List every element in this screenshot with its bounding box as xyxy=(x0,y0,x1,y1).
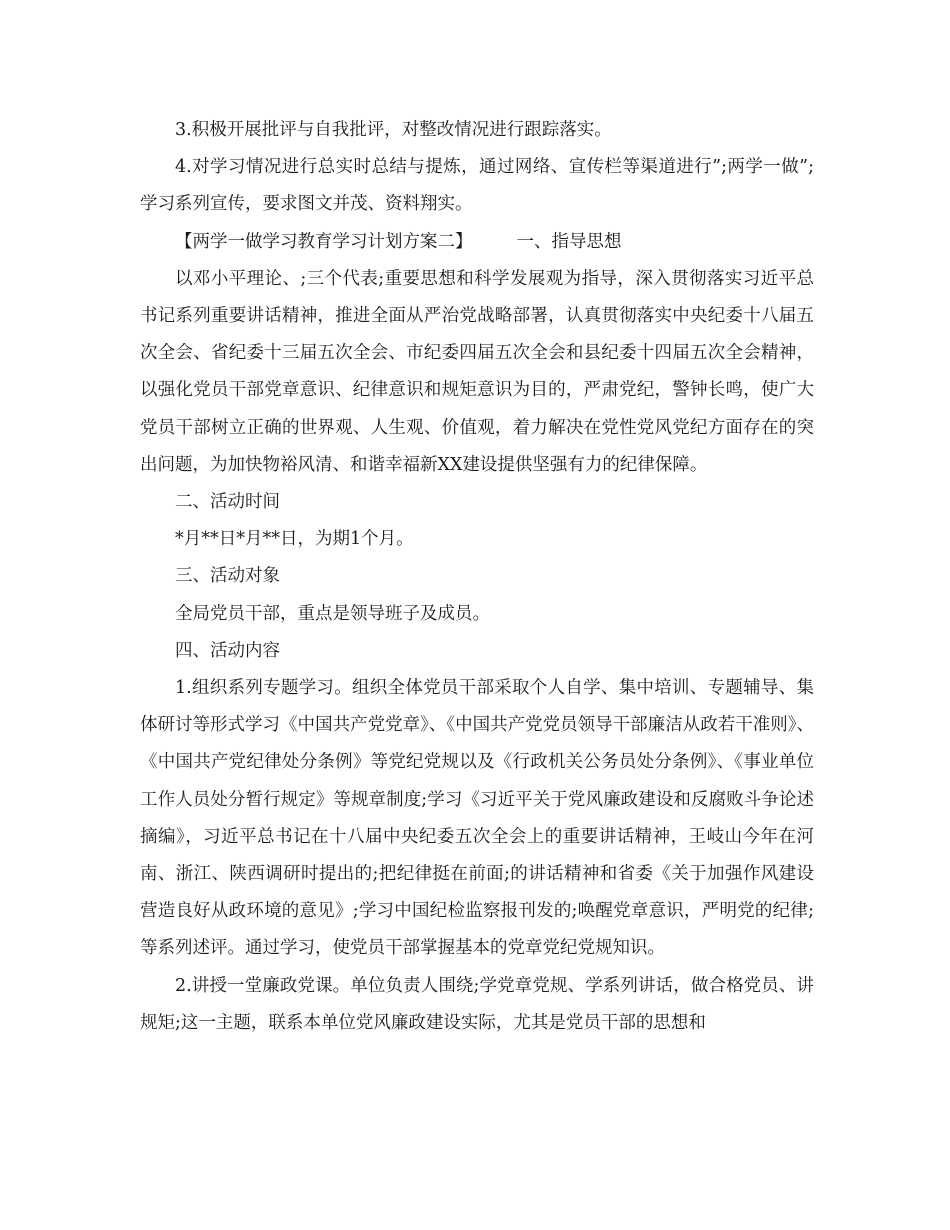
paragraph-activity-target: 全局党员干部，重点是领导班子及成员。 xyxy=(175,603,490,624)
section-heading-activity-time: 二、活动时间 xyxy=(175,492,280,513)
section-heading-activity-target: 三、活动对象 xyxy=(175,566,280,587)
paragraph-item-3: 3.积极开展批评与自我批评，对整改情况进行跟踪落实。 xyxy=(175,120,612,140)
document-page xyxy=(140,112,814,1042)
plan-title-line xyxy=(140,224,814,261)
paragraph-activity-time: *月**日*月**日，为期1个月。 xyxy=(175,529,414,550)
section-heading-guiding-thought: 一、指导思想 xyxy=(516,231,622,252)
section-heading-activity-content: 四、活动内容 xyxy=(175,640,280,661)
paragraph-content-item-1: 1.组织系列专题学习。组织全体党员干部采取个人自学、集中培训、专题辅导、集体研讨等形式学习《中国共产党党章》、《中国共产党党员领导干部廉洁从政若干准则》、《中国共产党纪律处分条例》等党纪党规以及《行政机关公务员处分条例》、《事业单位工作人员处分暂行规定》等规章制度;学习《习近平关于党风廉政建设和反腐败斗争论述摘编》，习近平总书记在十八届中央纪委五次全会上的重要讲话精神，王岐山今年在河南、浙江、陕西调研时提出的;把纪律挺在前面;的讲话精神和省委《关于加强作风建设营造良好从政环境的意见》;学习中国纪检监察报刊发的;唤醒党章意识，严明党的纪律;等系列述评。通过学习，使党员干部掌握基本的党章党纪党规知识。 xyxy=(140,678,814,959)
paragraph-content-item-2: 2.讲授一堂廉政党课。单位负责人围绕;学党章党规、学系列讲话，做合格党员、讲规矩;这一主题，联系本单位党风廉政建设实际，尤其是党员干部的思想和 xyxy=(140,975,814,1033)
plan-title: 【两学一做学习教育学习计划方案二】 xyxy=(175,231,473,252)
paragraph-item-4: 4.对学习情况进行总实时总结与提炼，通过网络、宣传栏等渠道进行”;两学一做”;学习系列宣传，要求图文并茂、资料翔实。 xyxy=(140,157,814,215)
paragraph-guiding-thought: 以邓小平理论、;三个代表;重要思想和科学发展观为指导，深入贯彻落实习近平总书记系列重要讲话精神，推进全面从严治党战略部署，认真贯彻落实中央纪委十八届五次全会、省纪委十三届五次全会、市纪委四届五次全会和县纪委十四届五次全会精神，以强化党员干部党章意识、纪律意识和规矩意识为目的，严肃党纪，警钟长鸣，使广大党员干部树立正确的世界观、人生观、价值观，着力解决在党性党风党纪方面存在的突出问题，为加快物裕风清、和谐幸福新XX建设提供坚强有力的纪律保障。 xyxy=(140,268,814,475)
